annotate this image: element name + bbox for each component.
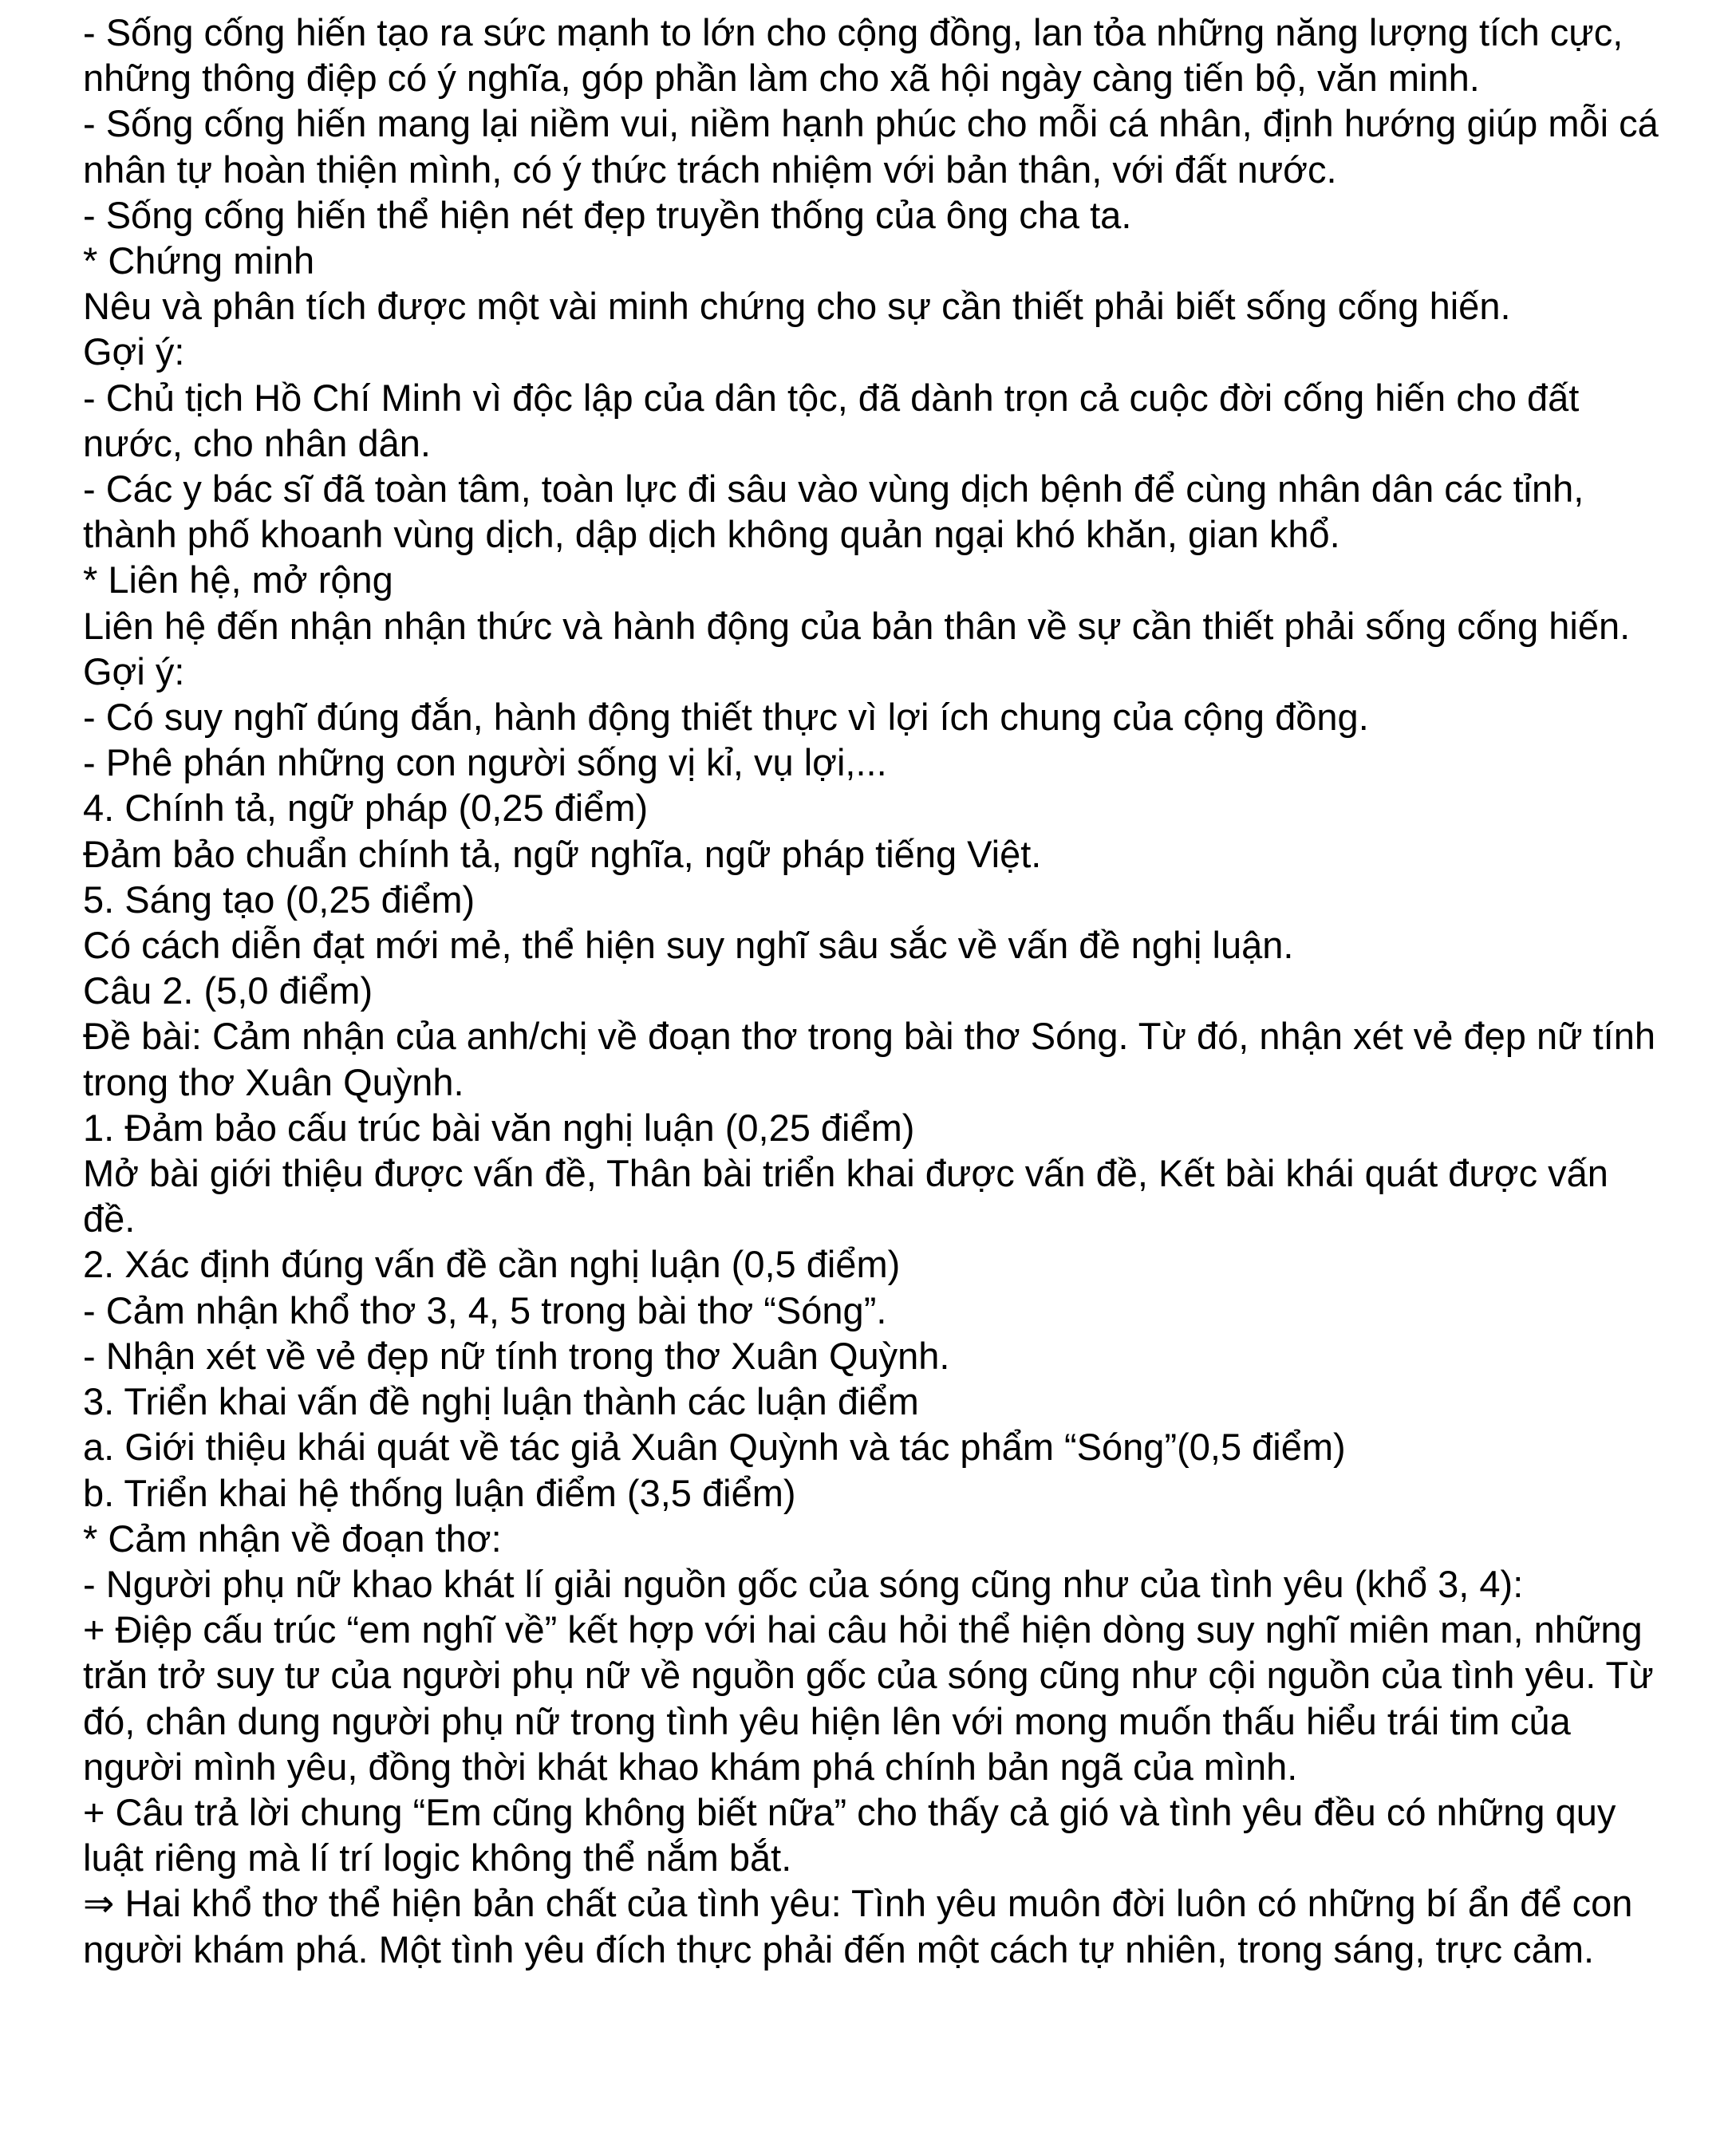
paragraph: a. Giới thiệu khái quát về tác giả Xuân Quỳnh và tác phẩm “Sóng”(0,5 điểm) (83, 1426, 1346, 1469)
paragraph: Có cách diễn đạt mới mẻ, thể hiện suy nghĩ sâu sắc về vấn đề nghị luận. (83, 924, 1294, 967)
section-heading: * Chứng minh (83, 239, 315, 282)
section-heading: 1. Đảm bảo cấu trúc bài văn nghị luận (0,25 điểm) (83, 1106, 915, 1149)
section-heading: 5. Sáng tạo (0,25 điểm) (83, 878, 475, 921)
paragraph: b. Triển khai hệ thống luận điểm (3,5 điểm) (83, 1471, 796, 1514)
section-heading: * Liên hệ, mở rộng (83, 558, 393, 602)
paragraph: - Sống cống hiến mang lại niềm vui, niềm hạnh phúc cho mỗi cá nhân, định hướng giúp mỗi cá nhân tự hoàn thiện mình, có ý thức trách nhiệm với bản thân, với đất nước. (83, 102, 1659, 191)
paragraph: Đề bài: Cảm nhận của anh/chị về đoạn thơ trong bài thơ Sóng. Từ đó, nhận xét vẻ đẹp nữ tính trong thơ Xuân Quỳnh. (83, 1015, 1656, 1103)
paragraph: ⇒ Hai khổ thơ thể hiện bản chất của tình yêu: Tình yêu muôn đời luôn có những bí ẩn để con người khám phá. Một tình yêu đích thực phải đến một cách tự nhiên, trong sáng, trực cảm. (83, 1882, 1633, 1971)
paragraph: + Câu trả lời chung “Em cũng không biết nữa” cho thấy cả gió và tình yêu đều có những quy luật riêng mà lí trí logic không thể nắm bắt. (83, 1790, 1616, 1880)
paragraph: - Chủ tịch Hồ Chí Minh vì độc lập của dân tộc, đã dành trọn cả cuộc đời cống hiến cho đất nước, cho nhân dân. (83, 376, 1580, 464)
section-heading: 3. Triển khai vấn đề nghị luận thành các luận điểm (83, 1380, 919, 1423)
section-heading: * Cảm nhận về đoạn thơ: (83, 1517, 502, 1560)
section-heading: 2. Xác định đúng vấn đề cần nghị luận (0,5 điểm) (83, 1243, 901, 1286)
section-heading: 4. Chính tả, ngữ pháp (0,25 điểm) (83, 787, 649, 830)
paragraph: - Sống cống hiến tạo ra sức mạnh to lớn cho cộng đồng, lan tỏa những năng lượng tích cực, những thông điệp có ý nghĩa, góp phần làm cho xã hội ngày càng tiến bộ, văn minh. (83, 11, 1624, 100)
paragraph: - Sống cống hiến thể hiện nét đẹp truyền thống của ông cha ta. (83, 193, 1132, 236)
paragraph: - Các y bác sĩ đã toàn tâm, toàn lực đi sâu vào vùng dịch bệnh để cùng nhân dân các tỉnh, thành phố khoanh vùng dịch, dập dịch không quản ngại khó khăn, gian khổ. (83, 467, 1584, 556)
section-heading: Câu 2. (5,0 điểm) (83, 969, 373, 1012)
paragraph: + Điệp cấu trúc “em nghĩ về” kết hợp với hai câu hỏi thể hiện dòng suy nghĩ miên man, những trăn trở suy tư của người phụ nữ về nguồn gốc của sóng cũng như cội nguồn của tình yêu. Từ đó, chân dung người phụ nữ trong tình yêu hiện lên với mong muốn thấu hiểu trái tim của người mình yêu, đồng thời khát khao khám phá chính bản ngã của mình. (83, 1608, 1654, 1788)
paragraph: Gợi ý: (83, 330, 185, 373)
paragraph: Đảm bảo chuẩn chính tả, ngữ nghĩa, ngữ pháp tiếng Việt. (83, 832, 1042, 875)
paragraph: - Có suy nghĩ đúng đắn, hành động thiết thực vì lợi ích chung của cộng đồng. (83, 696, 1369, 739)
paragraph: Nêu và phân tích được một vài minh chứng cho sự cần thiết phải biết sống cống hiến. (83, 285, 1511, 328)
paragraph: Mở bài giới thiệu được vấn đề, Thân bài triển khai được vấn đề, Kết bài khái quát được vấn đề. (83, 1152, 1608, 1241)
paragraph: - Phê phán những con người sống vị kỉ, vụ lợi,... (83, 741, 887, 784)
document-body (83, 10, 1671, 1972)
paragraph: Liên hệ đến nhận nhận thức và hành động của bản thân về sự cần thiết phải sống cống hiến. Gợi ý: (83, 604, 1631, 692)
paragraph: - Cảm nhận khổ thơ 3, 4, 5 trong bài thơ “Sóng”. (83, 1288, 887, 1331)
paragraph: - Nhận xét về vẻ đẹp nữ tính trong thơ Xuân Quỳnh. (83, 1334, 950, 1377)
paragraph: - Người phụ nữ khao khát lí giải nguồn gốc của sóng cũng như của tình yêu (khổ 3, 4): (83, 1562, 1524, 1605)
